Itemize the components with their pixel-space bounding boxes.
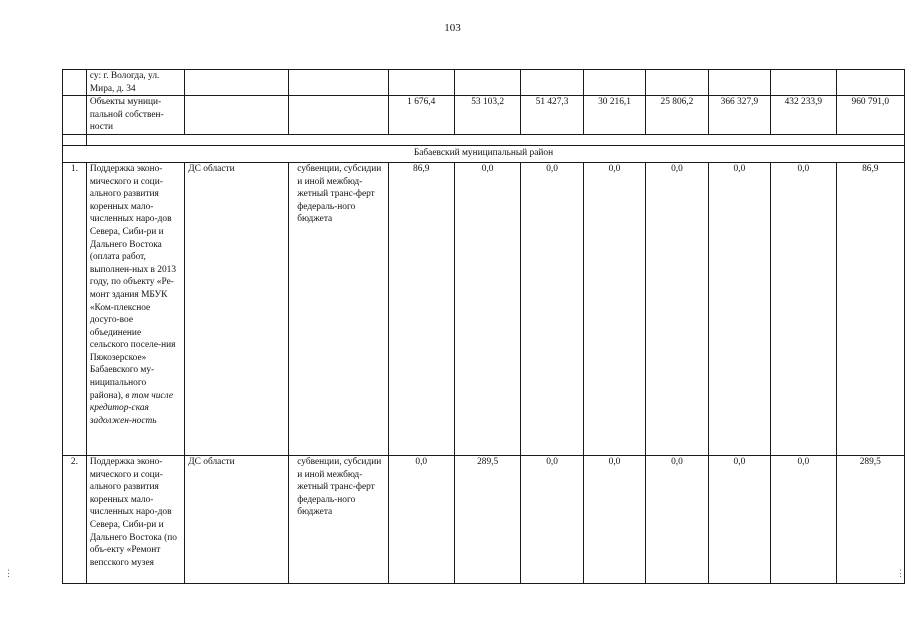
object-name-text: Поддержка эконо-мического и соци-ального развития коренных мало-численных наро-дов Севера, Сиби-ри и Дальнего Востока (оплата работ, выполнен-ных в 2013 году, по объекту «Ре-монт здания МБУК «Ком-плексное досуго-вое объединение сельского поселе-ния Пяжозерское» Бабаевского му-ниципального района), bbox=[89, 163, 177, 401]
object-name-cell: Поддержка эконо-мического и соци-ального развития коренных мало-численных наро-дов Севера, Сиби-ри и Дальнего Востока (по объ-екту «Ремонт вепсского музея bbox=[86, 455, 184, 583]
value-cell: 432 233,9 bbox=[771, 96, 836, 135]
funding-type-cell: субвенции, субсидии и иной межбюд-жетный транс-ферт федераль-ного бюджета bbox=[289, 162, 388, 455]
value-cell: 1 676,4 bbox=[388, 96, 454, 135]
value-cell: 86,9 bbox=[388, 162, 454, 455]
value-cell: 0,0 bbox=[771, 162, 836, 455]
value-cell: 53 103,2 bbox=[454, 96, 520, 135]
value-cell: 86,9 bbox=[836, 162, 904, 455]
value-cell: 0,0 bbox=[771, 455, 836, 583]
section-header-row bbox=[63, 145, 905, 162]
table-row bbox=[63, 70, 905, 96]
value-cell: 0,0 bbox=[521, 162, 583, 455]
object-name-cell: Объекты муници-пальной собствен-ности bbox=[86, 96, 184, 135]
scan-margin-mark: ⋮ bbox=[4, 568, 13, 578]
value-cell bbox=[771, 70, 836, 96]
value-cell: 0,0 bbox=[708, 162, 770, 455]
value-cell: 30 216,1 bbox=[583, 96, 645, 135]
row-index-cell bbox=[63, 96, 87, 135]
object-name-cell: су: г. Вологда, ул. Мира, д. 34 bbox=[86, 70, 184, 96]
object-name-italic-text: в том числе кредитор-ская задолжен-ность bbox=[89, 390, 174, 426]
value-cell: 960 791,0 bbox=[836, 96, 904, 135]
value-cell: 0,0 bbox=[583, 455, 645, 583]
value-cell: 0,0 bbox=[646, 455, 708, 583]
value-cell bbox=[521, 70, 583, 96]
table-row bbox=[63, 162, 905, 455]
value-cell: 0,0 bbox=[388, 455, 454, 583]
value-cell: 289,5 bbox=[454, 455, 520, 583]
table-row bbox=[63, 96, 905, 135]
row-index-cell: 1. bbox=[63, 162, 87, 455]
budget-table bbox=[62, 69, 905, 584]
page-number: 103 bbox=[444, 22, 461, 34]
value-cell: 0,0 bbox=[583, 162, 645, 455]
object-name-cell bbox=[86, 162, 184, 455]
value-cell: 0,0 bbox=[454, 162, 520, 455]
funding-type-cell: субвенции, субсидии и иной межбюд-жетный транс-ферт федераль-ного бюджета bbox=[289, 455, 388, 583]
value-cell bbox=[583, 70, 645, 96]
table-row-spacer bbox=[63, 134, 905, 145]
funding-source-cell: ДС области bbox=[185, 162, 289, 455]
value-cell bbox=[454, 70, 520, 96]
value-cell bbox=[646, 70, 708, 96]
value-cell: 0,0 bbox=[708, 455, 770, 583]
value-cell bbox=[836, 70, 904, 96]
value-cell bbox=[708, 70, 770, 96]
funding-source-cell: ДС области bbox=[185, 455, 289, 583]
row-index-cell bbox=[63, 70, 87, 96]
scan-margin-mark: ⋮ bbox=[896, 568, 905, 578]
value-cell bbox=[388, 70, 454, 96]
value-cell: 366 327,9 bbox=[708, 96, 770, 135]
value-cell: 51 427,3 bbox=[521, 96, 583, 135]
row-index-cell: 2. bbox=[63, 455, 87, 583]
section-title: Бабаевский муниципальный район bbox=[63, 145, 905, 162]
value-cell: 0,0 bbox=[521, 455, 583, 583]
value-cell: 0,0 bbox=[646, 162, 708, 455]
value-cell: 289,5 bbox=[836, 455, 904, 583]
value-cell: 25 806,2 bbox=[646, 96, 708, 135]
table-row bbox=[63, 455, 905, 583]
